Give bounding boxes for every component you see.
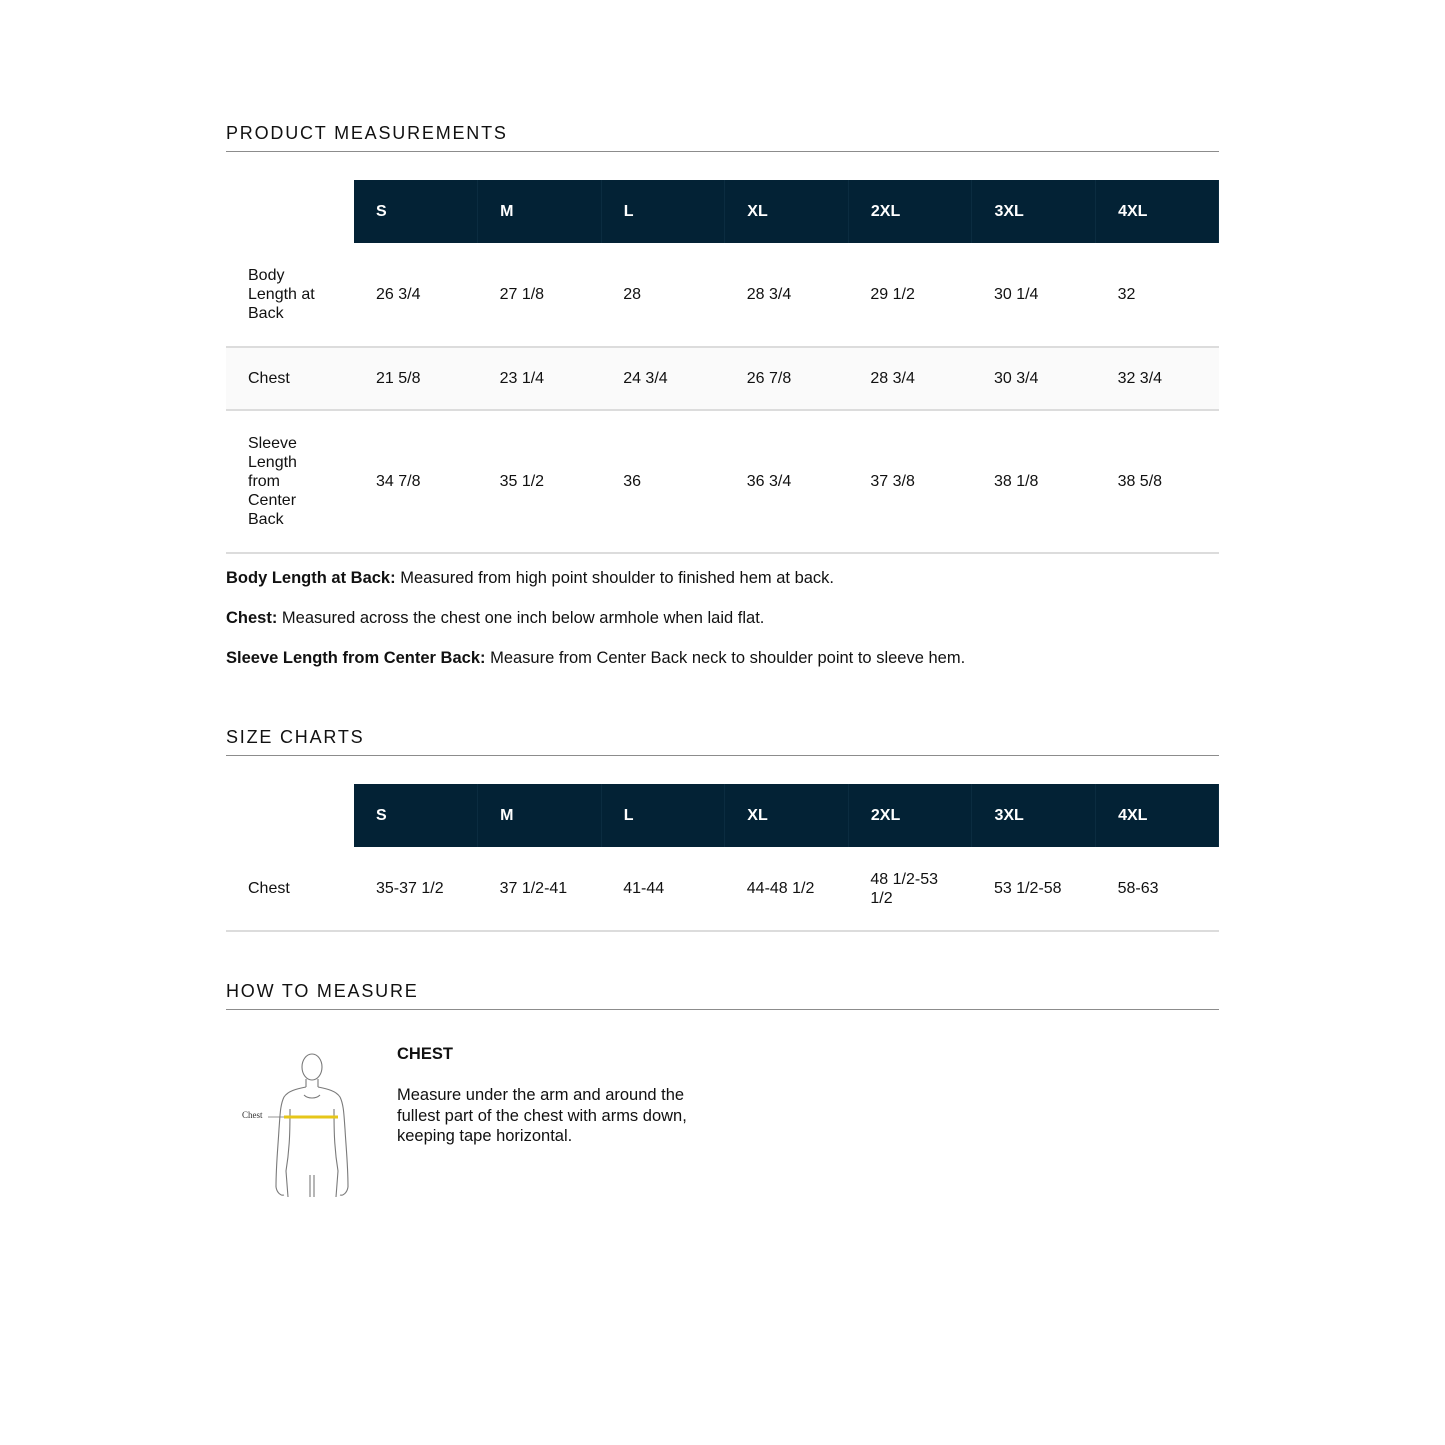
table-cell: 28 [601, 243, 725, 347]
table-cell: 26 7/8 [725, 347, 849, 410]
header-size-3xl: 3XL [972, 180, 1096, 243]
definition-sleeve-length [226, 649, 1219, 668]
table-cell: 37 3/8 [848, 410, 972, 553]
measurement-definitions [226, 569, 1219, 689]
table-cell: 36 [601, 410, 725, 553]
definition-term: Body Length at Back: [226, 569, 396, 587]
header-size-xl: XL [725, 784, 849, 847]
table-cell: 30 3/4 [972, 347, 1096, 410]
product-measurements-table [226, 180, 1219, 554]
table-cell: 32 [1096, 243, 1219, 347]
header-corner [226, 180, 354, 243]
table-cell: 27 1/8 [478, 243, 602, 347]
row-label: Chest [226, 347, 354, 410]
table-cell: 38 5/8 [1096, 410, 1219, 553]
table-cell: 48 1/2-53 1/2 [848, 847, 972, 931]
header-size-3xl: 3XL [972, 784, 1096, 847]
table-cell: 44-48 1/2 [725, 847, 849, 931]
table-cell: 23 1/4 [478, 347, 602, 410]
table-row [226, 410, 1219, 553]
table-cell: 32 3/4 [1096, 347, 1219, 410]
header-size-s: S [354, 180, 478, 243]
body-figure-illustration [240, 1047, 370, 1197]
table-cell: 34 7/8 [354, 410, 478, 553]
table-cell: 24 3/4 [601, 347, 725, 410]
definition-chest [226, 609, 1219, 628]
table-cell: 53 1/2-58 [972, 847, 1096, 931]
table-cell: 35 1/2 [478, 410, 602, 553]
table-cell: 26 3/4 [354, 243, 478, 347]
row-label: Body Length at Back [226, 243, 354, 347]
table-cell: 35-37 1/2 [354, 847, 478, 931]
table-cell: 21 5/8 [354, 347, 478, 410]
how-to-measure-title: HOW TO MEASURE [226, 981, 1219, 1010]
measure-instructions: Measure under the arm and around the fullest part of the chest with arms down, keeping tape horizontal. [397, 1086, 687, 1145]
header-size-m: M [478, 180, 602, 243]
header-size-4xl: 4XL [1096, 784, 1219, 847]
table-cell: 28 3/4 [848, 347, 972, 410]
table-cell: 30 1/4 [972, 243, 1096, 347]
table-cell: 37 1/2-41 [478, 847, 602, 931]
header-size-2xl: 2XL [848, 784, 972, 847]
table-cell: 41-44 [601, 847, 725, 931]
header-size-l: L [601, 784, 725, 847]
header-size-xl: XL [725, 180, 849, 243]
definition-body-length [226, 569, 1219, 588]
measure-heading: CHEST [397, 1045, 453, 1063]
header-size-s: S [354, 784, 478, 847]
header-size-m: M [478, 784, 602, 847]
table-cell: 29 1/2 [848, 243, 972, 347]
table-header-row [226, 180, 1219, 243]
row-label: Sleeve Length from Center Back [226, 410, 354, 553]
definition-term: Sleeve Length from Center Back: [226, 649, 486, 667]
table-row [226, 847, 1219, 931]
header-corner [226, 784, 354, 847]
table-row [226, 243, 1219, 347]
size-charts-table [226, 784, 1219, 932]
header-size-l: L [601, 180, 725, 243]
table-cell: 28 3/4 [725, 243, 849, 347]
header-size-4xl: 4XL [1096, 180, 1219, 243]
table-cell: 38 1/8 [972, 410, 1096, 553]
definition-term: Chest: [226, 609, 278, 627]
table-cell: 36 3/4 [725, 410, 849, 553]
table-cell: 58-63 [1096, 847, 1219, 931]
row-label: Chest [226, 847, 354, 931]
definition-text: Measure from Center Back neck to shoulder point to sleeve hem. [485, 649, 966, 667]
definition-text: Measured across the chest one inch below armhole when laid flat. [277, 609, 765, 627]
size-charts-title: SIZE CHARTS [226, 727, 1219, 756]
definition-text: Measured from high point shoulder to finished hem at back. [395, 569, 835, 587]
table-header-row [226, 784, 1219, 847]
table-row [226, 347, 1219, 410]
figure-label-chest: Chest [242, 1110, 263, 1120]
product-measurements-title: PRODUCT MEASUREMENTS [226, 123, 1219, 152]
header-size-2xl: 2XL [848, 180, 972, 243]
